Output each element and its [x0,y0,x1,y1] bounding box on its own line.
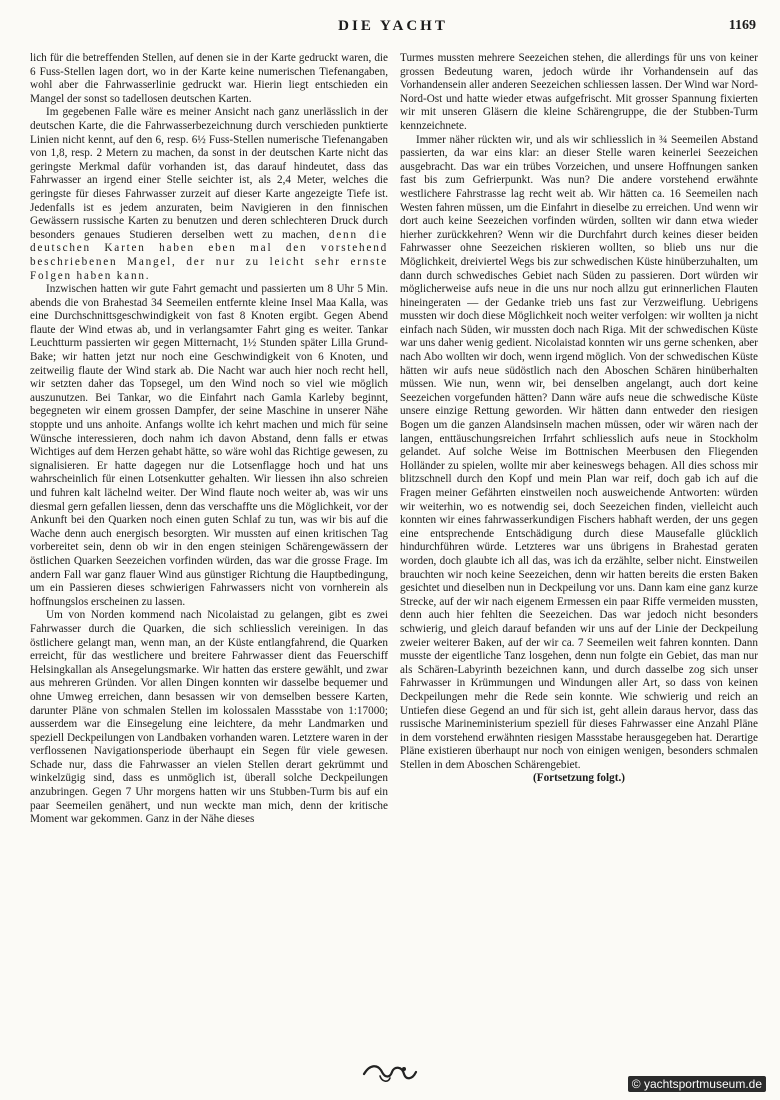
paragraph-text: Im gegebenen Falle wäre es meiner Ansicht nach ganz unerlässlich in der deutschen Karte, die die Fahrwasserbezeichnung durch verschieden punktierte Linien nicht kennt, auf den 6, resp. 6½ Fuss-Stellen numerische Tiefenangaben von 1,8, resp. 2 Metern zu machen, da sonst in der deutschen Karte nicht das geringste Merkmal dafür vorhanden ist, das darauf hindeutet, dass das Fahrwasser an irgend einer Stelle seichter ist, als 2,4 Meter, welches die geringste für dieses Fahrwasser zurzeit auf dieser Karte angezeigte Tiefe ist. Jedenfalls ist es jedem anzuraten, beim Navigieren in den finnischen Gewässern russische Karten zu benutzen und deren schlechteren Druck durch besonders genaues Studieren derselben wett zu machen, [30,106,388,241]
paragraph: Turmes mussten mehrere Seezeichen stehen, die allerdings für uns von keiner grossen Bedeutung waren, jedoch würde ihr Vorhandensein auf das Vorhandensein aller anderen Seezeichen schliessen lassen. Der Wind war Nord-Nord-Ost und hatte wieder etwas aufgefrischt. Mit grosser Spannung fixierten wir mit unseren Gläsern die kleine Schärengruppe, die der Stubben-Turm kennzeichnete. [400,52,758,132]
paragraph: lich für die betreffenden Stellen, auf denen sie in der Karte gedruckt waren, die 6 Fuss-Stellen lagen dort, wo in der Karte keine numerischen Tiefenangaben, wohl aber die Fahrwasserlinie gedruckt war. Hierin liegt entschieden ein Mangel der sonst so tadellosen deutschen Karten. [30,52,388,105]
paragraph: Immer näher rückten wir, und als wir schliesslich in ¾ Seemeilen Abstand passierten, da war eins klar: an dieser Stelle waren keinerlei Seezeichen ausgebracht. Das war ein trübes Vorzeichen, und unsere Hoffnungen sanken fast bis zum Gefrierpunkt. Was nun? Die andere vorstehend erwähnte westlichere Fahrstrasse lag recht weit ab. Wir hätten ca. 16 Seemeilen nach Westen fahren müssen, um die Einfahrt in dieselbe zu erreichen. Und wenn wir dort auch keine Seezeichen vorfinden würden, sollten wir dann etwa wieder hierher zurückkehren? Wenn wir die Durchfahrt durch keines dieser beiden Fahrwasser ohne Seezeichen riskieren wollten, so blieb uns nur die Möglichkeit, dreiviertel Wegs bis zur schwedischen Küste hinüberzuhalten, um dann durch schwedisches Gebiet nach Süden zu passieren. Dort würden wir möglicherweise aufs neue in die uns nur noch allzu gut erinnerlichen Flauten hineingeraten — der Gedanke trieb uns fast zur Verzweiflung. Uebrigens mussten wir doch diese Möglichkeit noch weiter verfolgen: wir wollten ja nicht einfach nach Süden, wir mussten doch nach Riga. Mit der schwedischen Küste war uns daher wenig gedient. Nicolaistad konnten wir uns gerne schenken, aber nach Abo wollten wir doch, wenn irgend möglich. Von der schwedischen Küste hätten wir aufs neue südöstlich nach den Aboschen Schären hinüberhalten müssen. Wie nun, wenn wir, bei denselben angelangt, auch dort keine Seezeichen vorgefunden hätten? Dann wäre aufs neue die schwedische Küste unsere einzige Rettung geworden. Wir hätten dann entweder den riesigen Bogen um die ganzen Alandsinseln machen müssen, oder wir wären nach der langen, enttäuschungsreichen Irrfahrt schliesslich aufs neue in Stockholm gelandet. Auf solche Weise im Bottnischen Meerbusen den Fliegenden Holländer zu spielen, wollte mir aber keineswegs behagen. All dies schoss mir blitzschnell durch den Kopf und mein Plan war reif, doch gab ich auf die Fragen meiner Gefährten einstweilen noch ausweichende Antworten: würden wir weiterhin, wo es notwendig sei, doch Seezeichen finden, vielleicht auch konnten wir eines fahrwasserkundigen Fischers habhaft werden, der uns gegen eine entsprechende Entschädigung durch diese Mausefalle glücklich hindurchführen würde. Letzteres war uns übrigens in Brahestad geraten worden, doch glaubte ich all das, was ich da erzählte, selber nicht. Einstweilen brauchten wir noch keine Seezeichen, denn wir hatten bereits die ersten Baken gesichtet und dieselben nun in Deckpeilung vor uns. Dann kam eine ganz kurze Strecke, auf der wir nach eigenem Ermessen ein paar Riffe vermeiden mussten, denn auch hier fehlten die Seezeichen. Das war jedoch nicht besonders schwierig, und gleich darauf befanden wir uns auf der Linie der Deckpeilung zweier weiterer Baken, auf der wir ca. 7 Seemeilen weit fahren konnten. Dann musste der eigentliche Tanz losgehen, denn nun folgte ein Gebiet, das man nur als Schären-Labyrinth bezeichnen kann, und durch dasselbe zog sich unser Fahrwasser in Krümmungen und Windungen aller Art, so dass von keinen Deckpeilungen mehr die Rede sein konnte. Wie schwierig und reich an Untiefen diese Gegend an und für sich ist, geht allein daraus hervor, dass das russische Marineministerium speziell für dieses Fahrwasser eine Anzahl Pläne in dem vorstehend erwähnten riesigen Massstabe herausgegeben hat. Derartige Pläne existieren überhaupt nur noch von einigen wenigen, besonders schmalen Stellen in dem Aboschen Schärengebiet. [400,133,758,771]
decorative-flourish-icon [360,1062,420,1086]
left-column [30,52,388,1062]
paragraph [30,106,388,283]
article-body [30,52,758,1062]
right-column [400,52,758,1062]
running-head [30,18,756,40]
paragraph: Inzwischen hatten wir gute Fahrt gemacht und passierten um 8 Uhr 5 Min. abends die von Brahestad 34 Seemeilen entfernte kleine Insel Maa Kalla, was eine Durchschnittsgeschwindigkeit von fast 8 Knoten ergibt. Gegen Abend flaute der Wind etwas ab, und in verlangsamter Fahrt ging es weiter. Tankar Leuchtturm passierten wir gegen Mitternacht, 1½ Stunden später Lilla Grund-Bake; wir hatten jetzt nur noch eine Geschwindigkeit von 6 Knoten, und zeitweilig flaute der Wind stark ab. Die Nacht war auch hier noch recht hell, wir setzten daher das Topsegel, um den Wind noch so viel wie möglich auszunutzen. Bei Tankar, wo die Einfahrt nach Gamla Karleby beginnt, begegneten wir einem grossen Dampfer, der seine Maschine in unserer Nähe stoppte und uns anhoite. Anfangs wollte ich kehrt machen und mich für seine Wünsche interessieren, doch nahm ich davon Abstand, denn falls er etwas Wichtiges auf dem Herzen gehabt hätte, so wäre wohl das Richtige gewesen, zu signalisieren. Er hatte dagegen nur die Lotsenflagge hoch und hat uns wahrscheinlich für einen Lotsenkutter gehalten. Wir liessen ihn also schreien und fuhren kalt lächelnd weiter. Der Wind flaute noch weiter ab, was wir uns diesmal gern gefallen liessen, denn das verschaffte uns die Möglichkeit, vor der Ankunft bei den Quarken noch einen guten Schlaf zu tun, was wir bis auf die Wache denn auch energisch besorgten. Wir mussten auf einen kritischen Tag vorbereitet sein, denn ob wir in den engen steinigen Schärengewässern der östlichen Quarken Seezeichen vorfinden würden, das war die grosse Frage. Im andern Fall war ganz flauer Wind aus günstiger Richtung die Hauptbedingung, um ein Passieren dieses schwierigen Fahrwassers nicht von vornherein als hoffnungslos erscheinen zu lassen. [30,283,388,608]
running-title: DIE YACHT [338,18,448,34]
page-number: 1169 [728,18,756,33]
watermark: © yachtsportmuseum.de [628,1076,766,1092]
paragraph: Um von Norden kommend nach Nicolaistad zu gelangen, gibt es zwei Fahrwasser durch die Quarken, die sich schliesslich vereinigen. In das östlichere gelangt man, wenn man, an der Küste entlangfahrend, die Quarken erreicht, für das westlichere und breitere Fahrwasser dient das Feuerschiff Helsingkallan als Ansegelungsmarke. Wir hatten das erstere gewählt, und zwar aus mehreren Gründen. Vor allen Dingen konnten wir dasselbe bequemer und ohne Umweg erreichen, dann besassen wir von demselben bessere Karten, darunter Pläne von schmalen Stellen im kolossalen Massstabe von 1:17000; ausserdem war die Einsegelung eine leichtere, da mehr Landmarken und speziell Deckpeilungen von Landbaken vorhanden waren. Letztere waren in der verflossenen Navigationsperiode überhaupt ein Segen für viele gewesen. Schade nur, dass die Fahrwasser an vielen Stellen derart gekrümmt und winkelzügig sind, dass es unmöglich ist, überall solche Deckpeilungen anzubringen. Gegen 7 Uhr morgens hatten wir uns Stubben-Turm bis auf ein paar Seemeilen genähert, und nun weckte man mich, denn der kritische Moment war gekommen. Ganz in der Nähe dieses [30,609,388,826]
continuation-note: (Fortsetzung folgt.) [533,772,625,785]
emphasized-text: denn die deutschen Karten haben eben mal den vorstehend beschriebenen Mangel, der nur zu leicht sehr ernste Folgen haben kann. [30,228,388,282]
